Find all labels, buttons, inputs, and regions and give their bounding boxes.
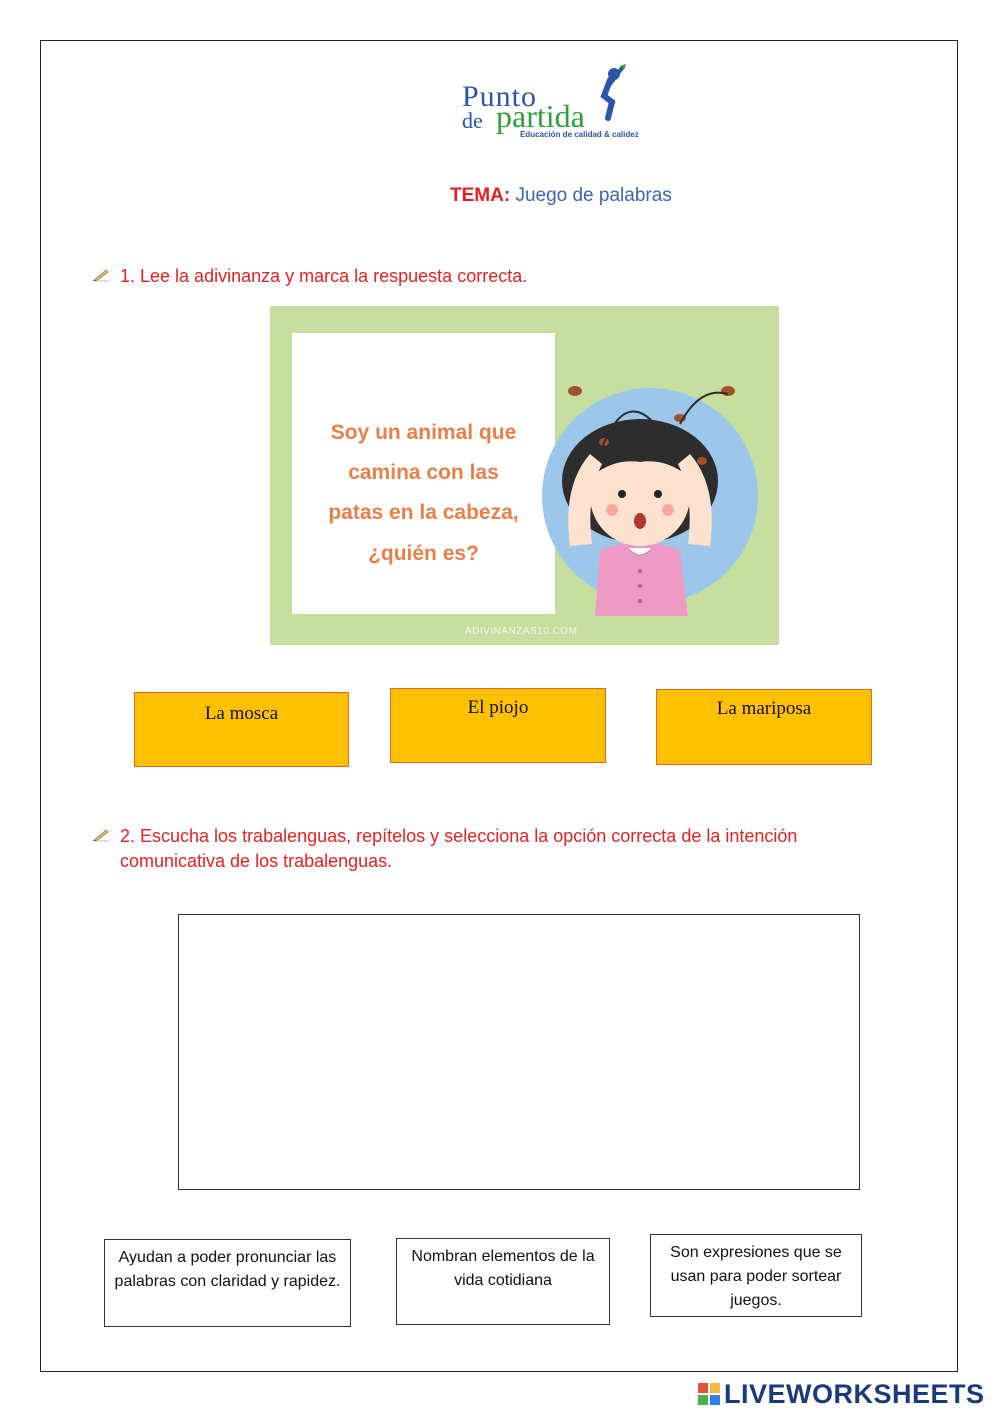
question-2-text (120, 824, 797, 874)
liveworksheets-wordmark: LIVEWORKSHEETS (724, 1379, 985, 1409)
riddle-image (270, 306, 779, 645)
riddle-line: ¿quién es? (368, 542, 479, 565)
punto-de-partida-logo (460, 62, 670, 142)
option-label: Son expresiones que se usan para poder sortear juegos. (670, 1244, 842, 1309)
option-label: Ayudan a poder pronunciar las palabras con claridad y rapidez. (114, 1249, 341, 1290)
riddle-line: camina con las (348, 461, 499, 484)
logo-tagline: Educación de calidad & calidez (520, 130, 639, 139)
question-2-line-2: comunicativa de los trabalenguas. (120, 851, 393, 871)
logo-word-de: de (462, 108, 483, 133)
option-label: Nombran elementos de la vida cotidiana (411, 1248, 595, 1289)
question-1-text: 1. Lee la adivinanza y marca la respuesta correcta. (120, 266, 528, 286)
logo-word-partida: partida (496, 98, 585, 134)
pencil-icon (92, 828, 110, 842)
option-label: La mosca (204, 703, 279, 724)
runner-figure-icon (590, 62, 630, 122)
liveworksheets-mark-icon (698, 1383, 720, 1405)
riddle-source: ADIVINANZAS10.COM (465, 626, 578, 637)
topic-value: Juego de palabras (515, 185, 672, 206)
pencil-icon (92, 268, 110, 282)
riddle-line: patas en la cabeza, (328, 501, 519, 524)
answer-option-la-mosca[interactable] (134, 692, 349, 767)
riddle-card (292, 333, 555, 614)
answer-option-pronunciation[interactable] (104, 1239, 351, 1327)
option-label: El piojo (467, 697, 529, 718)
tongue-twister-media-box[interactable] (178, 914, 860, 1190)
riddle-line: Soy un animal que (330, 421, 517, 444)
logo-word-punto: Punto (462, 80, 538, 113)
answer-option-daily-life[interactable] (396, 1238, 610, 1325)
option-label: La mariposa (716, 698, 812, 719)
girl-with-lice-illustration (540, 366, 770, 626)
answer-option-la-mariposa[interactable] (656, 689, 872, 765)
answer-option-sort-games[interactable] (650, 1234, 862, 1317)
answer-option-el-piojo[interactable] (390, 688, 606, 763)
topic-heading (450, 185, 672, 207)
question-2-line-1: 2. Escucha los trabalenguas, repítelos y selecciona la opción correcta de la intención (120, 826, 798, 846)
topic-label: TEMA: (450, 185, 511, 206)
